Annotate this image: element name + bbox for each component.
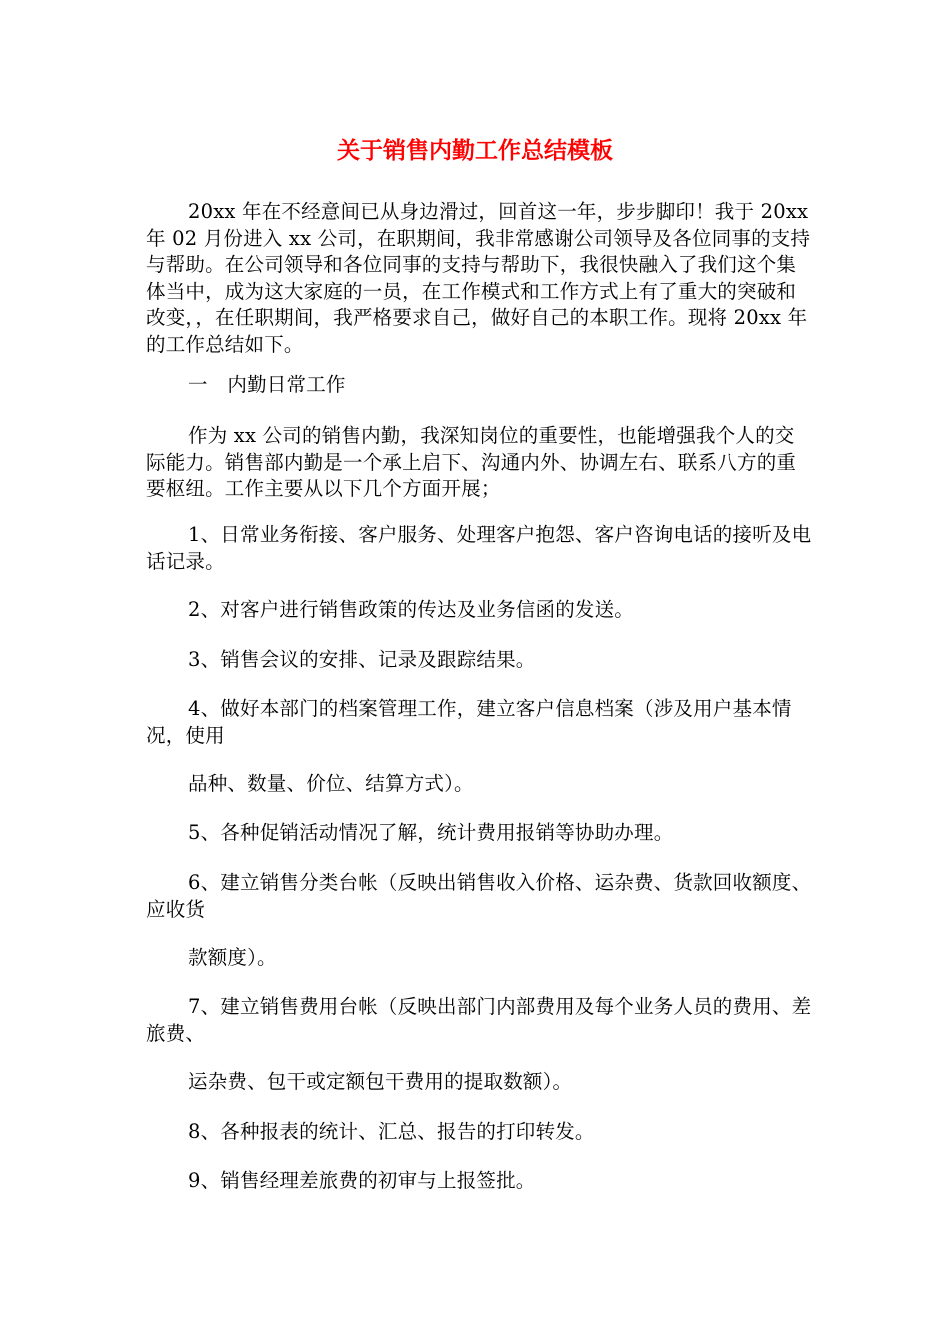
list-item-4: 4、做好本部门的档案管理工作，建立客户信息档案（涉及用户基本情况，使用 — [146, 697, 792, 747]
list-item-5: 5、各种促销活动情况了解，统计费用报销等协助办理。 — [188, 821, 674, 844]
list-item-7-continued: 运杂费、包干或定额包干费用的提取数额）。 — [188, 1070, 573, 1093]
list-item-3: 3、销售会议的安排、记录及跟踪结果。 — [188, 648, 536, 671]
list-item-7: 7、建立销售费用台帐（反映出部门内部费用及每个业务人员的费用、差旅费、 — [146, 995, 812, 1045]
list-item-4-continued: 品种、数量、价位、结算方式）。 — [188, 772, 474, 795]
section-heading: 一 内勤日常工作 — [188, 373, 346, 396]
list-item-9: 9、销售经理差旅费的初审与上报签批。 — [188, 1169, 536, 1192]
list-item-1: 1、日常业务衔接、客户服务、处理客户抱怨、客户咨询电话的接听及电话记录。 — [146, 523, 812, 573]
paragraph-role: 作为 xx 公司的销售内勤，我深知岗位的重要性，也能增强我个人的交际能力。销售部内勤是一个承上启下、沟通内外、协调左右、联系八方的重要枢纽。工作主要从以下几个方面开展； — [146, 424, 797, 500]
list-item-8: 8、各种报表的统计、汇总、报告的打印转发。 — [188, 1120, 595, 1143]
paragraph-intro: 20xx 年在不经意间已从身边滑过，回首这一年，步步脚印！我于 20xx 年 02 月份进入 xx 公司，在职期间，我非常感谢公司领导及各位同事的支持与帮助。在公司领导和各位同事的支持与帮助下，我很快融入了我们这个集体当中，成为这大家庭的一员，在工作模式和工作方式上有了重大的突破和改变，，在任职期间，我严格要求自己，做好自己的本职工作。现将 20xx 年的工作总结如下。 — [146, 200, 811, 356]
list-item-2: 2、对客户进行销售政策的传达及业务信函的发送。 — [188, 598, 635, 621]
list-item-6-continued: 款额度）。 — [188, 946, 277, 969]
list-item-6: 6、建立销售分类台帐（反映出销售收入价格、运杂费、货款回收额度、应收货 — [146, 871, 812, 921]
document-title: 关于销售内勤工作总结模板 — [337, 138, 613, 164]
